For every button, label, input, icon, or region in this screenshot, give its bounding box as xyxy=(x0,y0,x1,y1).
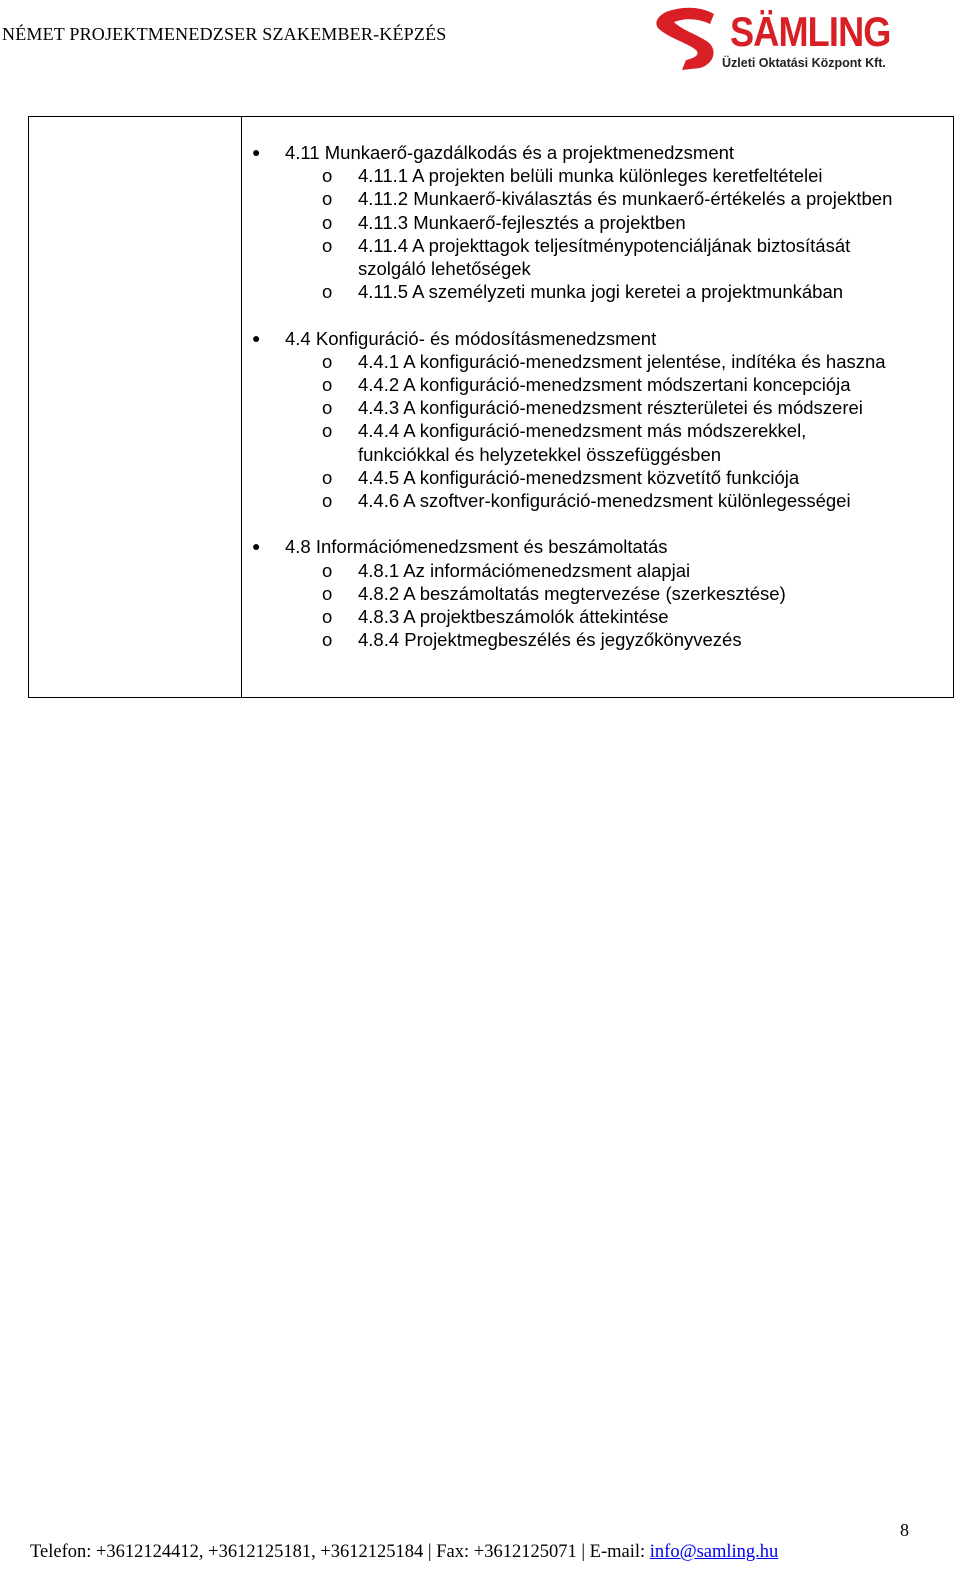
bullet-icon: ● xyxy=(252,329,261,346)
samling-logo-tagline: Üzleti Oktatási Központ Kft. xyxy=(722,56,886,70)
sub-bullet-icon: o xyxy=(322,281,333,303)
subsection-item xyxy=(248,350,948,373)
sub-bullet-icon: o xyxy=(322,397,333,419)
subsection-item xyxy=(248,466,948,489)
contact-footer xyxy=(30,1542,778,1563)
subsection-item-text: 4.4.5 A konfiguráció-menedzsment közvetítő funkciója xyxy=(358,466,800,488)
subsection-item xyxy=(248,234,948,257)
bullet-icon: ● xyxy=(252,144,261,160)
subsection-item xyxy=(248,211,948,234)
subsection-item-text: 4.4.2 A konfiguráció-menedzsment módszertani koncepciója xyxy=(358,374,851,396)
subsection-item xyxy=(248,280,948,303)
syllabus-section xyxy=(248,535,948,651)
sub-bullet-icon: o xyxy=(322,490,333,512)
sub-bullet-icon: o xyxy=(322,629,333,651)
subsection-item-text: 4.11.2 Munkaerő-kiválasztás és munkaerő-értékelés a projektben xyxy=(358,188,893,210)
samling-logo-mark-icon xyxy=(652,4,732,74)
sub-bullet-icon: o xyxy=(322,234,333,256)
sub-bullet-icon: o xyxy=(322,559,333,581)
sub-bullet-icon: o xyxy=(322,582,333,604)
subsection-item xyxy=(248,489,948,512)
subsection-item xyxy=(248,373,948,396)
sub-bullet-icon: o xyxy=(322,165,333,187)
subsection-item xyxy=(248,419,948,442)
subsection-item-text: 4.4.4 A konfiguráció-menedzsment más módszerekkel, xyxy=(358,420,807,442)
sub-bullet-icon: o xyxy=(322,188,333,210)
sub-bullet-icon: o xyxy=(322,374,333,396)
subsection-item xyxy=(248,628,948,651)
sub-bullet-icon: o xyxy=(322,420,333,442)
syllabus-section xyxy=(248,327,948,513)
subsection-item xyxy=(248,443,948,466)
section-heading-text: 4.11 Munkaerő-gazdálkodás és a projektmenedzsment xyxy=(285,142,735,163)
contact-details: Telefon: +3612124412, +3612125181, +3612125184 | Fax: +3612125071 | E-mail: xyxy=(30,1542,650,1562)
syllabus-outline xyxy=(248,141,948,675)
subsection-item xyxy=(248,164,948,187)
subsection-item xyxy=(248,559,948,582)
bullet-icon: ● xyxy=(252,538,261,555)
email-link[interactable]: info@samling.hu xyxy=(649,1542,779,1562)
sub-bullet-icon: o xyxy=(322,350,333,372)
table-column-divider xyxy=(241,117,242,697)
subsection-item-text: 4.4.6 A szoftver-konfiguráció-menedzsment különlegességei xyxy=(358,490,851,512)
samling-logo-wordmark: SÄMLING xyxy=(730,8,891,55)
subsection-item-text: 4.8.2 A beszámoltatás megtervezése (szerkesztése) xyxy=(358,582,786,604)
subsection-item-text: 4.4.3 A konfiguráció-menedzsment részterületei és módszerei xyxy=(358,397,863,419)
subsection-item-text: 4.4.1 A konfiguráció-menedzsment jelentése, indítéka és haszna xyxy=(358,350,886,372)
subsection-item-text: szolgáló lehetőségek xyxy=(358,258,531,280)
page-number: 8 xyxy=(900,1520,909,1540)
subsection-item xyxy=(248,257,948,280)
section-heading xyxy=(248,327,948,350)
section-heading-text: 4.8 Információmenedzsment és beszámoltatás xyxy=(285,536,668,558)
sub-bullet-icon: o xyxy=(322,606,333,628)
subsection-item-text: 4.11.1 A projekten belüli munka különleges keretfeltételei xyxy=(358,165,823,187)
section-heading xyxy=(248,535,948,558)
syllabus-section xyxy=(248,141,948,303)
sub-bullet-icon: o xyxy=(322,211,333,233)
section-heading xyxy=(248,141,948,164)
subsection-item xyxy=(248,396,948,419)
subsection-item-text: 4.11.4 A projekttagok teljesítménypotenciáljának biztosítását xyxy=(358,234,851,256)
samling-logo xyxy=(652,4,902,74)
subsection-item xyxy=(248,582,948,605)
sub-bullet-icon: o xyxy=(322,466,333,488)
subsection-item-text: 4.11.3 Munkaerő-fejlesztés a projektben xyxy=(358,211,686,233)
subsection-item-text: 4.8.4 Projektmegbeszélés és jegyzőkönyvezés xyxy=(358,629,742,651)
subsection-item xyxy=(248,187,948,210)
document-header-title: NÉMET PROJEKTMENEDZSER SZAKEMBER-KÉPZÉS xyxy=(2,24,447,44)
section-heading-text: 4.4 Konfiguráció- és módosításmenedzsment xyxy=(285,327,657,349)
subsection-item-text: funkciókkal és helyzetekkel összefüggésben xyxy=(358,443,722,465)
subsection-item-text: 4.11.5 A személyzeti munka jogi keretei a projektmunkában xyxy=(358,281,844,303)
subsection-item xyxy=(248,605,948,628)
subsection-item-text: 4.8.1 Az információmenedzsment alapjai xyxy=(358,559,691,581)
subsection-item-text: 4.8.3 A projektbeszámolók áttekintése xyxy=(358,606,669,628)
